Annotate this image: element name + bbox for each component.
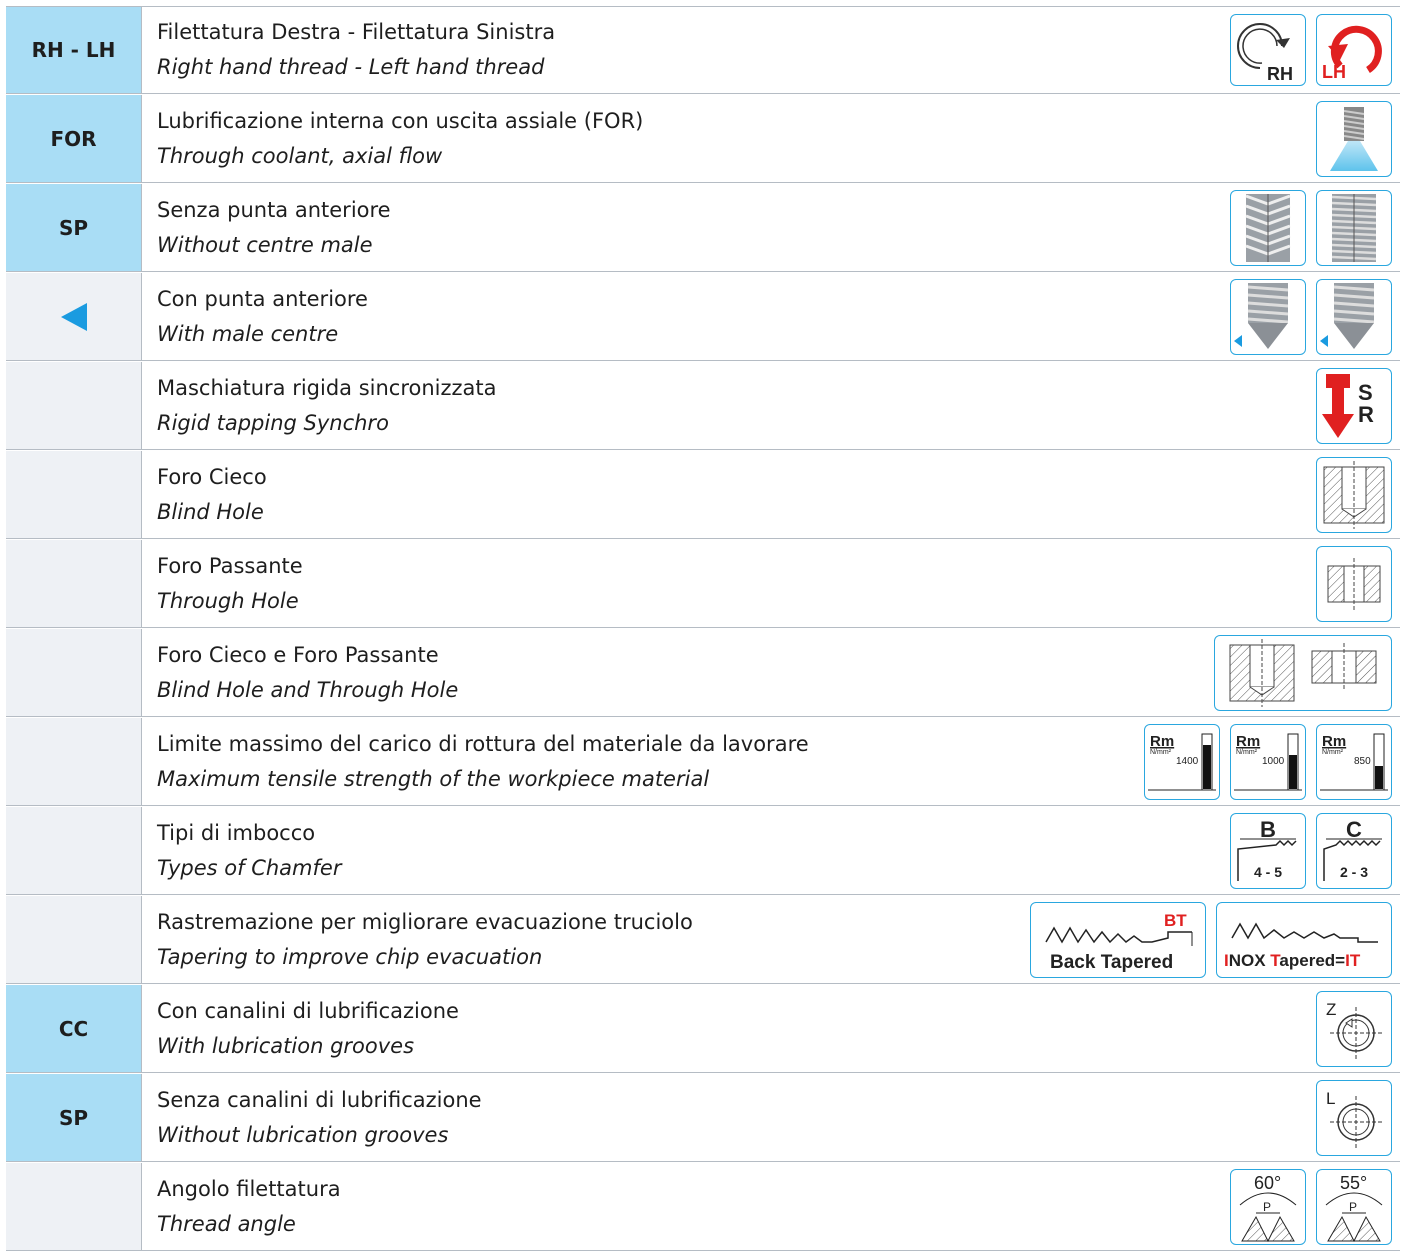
legend-row	[6, 896, 1400, 984]
rm-unit: N/mm²	[1150, 748, 1171, 756]
symbol-description	[142, 362, 1400, 449]
left-hand-thread-icon	[1316, 14, 1392, 86]
description-italian: Foro Passante	[157, 553, 303, 578]
chamfer-range: 2 - 3	[1340, 863, 1369, 880]
symbol-icons	[1316, 540, 1392, 627]
synchro-r-label: R	[1358, 401, 1374, 427]
symbol-code	[6, 362, 142, 449]
description-italian: Senza punta anteriore	[157, 197, 391, 222]
synchro-rigid-tapping-icon	[1316, 368, 1392, 444]
description-english: Through coolant, axial flow	[157, 143, 443, 168]
description-english: Types of Chamfer	[157, 855, 342, 880]
description-italian: Foro Cieco e Foro Passante	[157, 642, 439, 667]
symbol-code	[6, 807, 142, 894]
symbol-icons	[1230, 1163, 1392, 1250]
inox-tapered-caption: INOX Tapered=IT	[1224, 950, 1361, 970]
legend-row	[6, 1163, 1400, 1251]
description-english: Tapering to improve chip evacuation	[157, 944, 543, 969]
symbol-icons	[1230, 184, 1392, 271]
rm-unit: N/mm²	[1236, 748, 1257, 756]
description-italian: Tipi di imbocco	[157, 820, 316, 845]
description-english: Blind Hole and Through Hole	[157, 677, 459, 702]
blind-and-through-hole-icon	[1214, 635, 1392, 711]
description-english: Without lubrication grooves	[157, 1122, 449, 1147]
symbol-icons	[1030, 896, 1392, 983]
symbol-code: SP	[6, 184, 142, 271]
angle-label: 60°	[1254, 1172, 1282, 1193]
rm-label: Rm	[1322, 732, 1347, 750]
symbol-description	[142, 985, 1400, 1072]
angle-label: 55°	[1340, 1172, 1368, 1193]
rm-label: Rm	[1236, 732, 1261, 750]
chamfer-letter: B	[1260, 816, 1276, 842]
description-english: Through Hole	[157, 588, 299, 613]
symbol-description	[142, 1074, 1400, 1161]
symbol-icons	[1316, 95, 1392, 182]
tensile-strength-gauge-icon	[1316, 724, 1392, 800]
tap-without-centre-icon	[1316, 190, 1392, 266]
description-english: Thread angle	[157, 1211, 296, 1236]
synchro-s-label: S	[1358, 379, 1373, 405]
lh-label: LH	[1322, 62, 1346, 82]
symbol-icons	[1230, 807, 1392, 894]
inox-tapered-icon	[1216, 902, 1392, 978]
through-coolant-icon	[1316, 101, 1392, 177]
description-english: With male centre	[157, 321, 339, 346]
symbol-code: SP	[6, 1074, 142, 1161]
description-italian: Maschiatura rigida sincronizzata	[157, 375, 497, 400]
description-italian: Rastremazione per migliorare evacuazione truciolo	[157, 909, 693, 934]
back-tapered-caption: Back Tapered	[1050, 951, 1174, 973]
chamfer-range: 4 - 5	[1254, 863, 1283, 880]
symbol-icons	[1214, 629, 1392, 716]
blind-hole-icon	[1316, 457, 1392, 533]
pitch-label: P	[1349, 1199, 1358, 1214]
legend-row	[6, 1074, 1400, 1162]
description-italian: Angolo filettatura	[157, 1176, 341, 1201]
through-hole-icon	[1316, 546, 1392, 622]
description-english: Maximum tensile strength of the workpiece material	[157, 766, 710, 791]
chamfer-type-icon	[1316, 813, 1392, 889]
symbol-icons	[1316, 985, 1392, 1072]
symbol-description	[142, 95, 1400, 182]
rm-label: Rm	[1150, 732, 1175, 750]
description-english: Blind Hole	[157, 499, 264, 524]
symbol-code	[6, 629, 142, 716]
tap-without-centre-icon	[1230, 190, 1306, 266]
legend-row	[6, 540, 1400, 628]
legend-row	[6, 362, 1400, 450]
description-italian: Lubrificazione interna con uscita assiale (FOR)	[157, 108, 644, 133]
symbol-code	[6, 451, 142, 538]
tensile-strength-gauge-icon	[1230, 724, 1306, 800]
symbol-description	[142, 184, 1400, 271]
legend-row	[6, 273, 1400, 361]
legend-row	[6, 629, 1400, 717]
symbol-code	[6, 896, 142, 983]
symbol-icons	[1316, 362, 1392, 449]
symbol-icons	[1230, 273, 1392, 360]
symbol-code	[6, 718, 142, 805]
description-english: Right hand thread - Left hand thread	[157, 55, 545, 79]
symbol-code: FOR	[6, 95, 142, 182]
lubrication-grooves-icon	[1316, 991, 1392, 1067]
symbol-code	[6, 273, 142, 360]
symbol-code	[6, 1163, 142, 1250]
description-italian: Limite massimo del carico di rottura del materiale da lavorare	[157, 731, 809, 756]
description-english: With lubrication grooves	[157, 1033, 415, 1058]
thread-angle-icon	[1316, 1169, 1392, 1245]
description-italian: Senza canalini di lubrificazione	[157, 1087, 482, 1112]
symbol-icons	[1144, 718, 1392, 805]
tap-with-male-centre-icon	[1316, 279, 1392, 355]
legend-row	[6, 807, 1400, 895]
rm-unit: N/mm²	[1322, 748, 1343, 756]
description-italian: Filettatura Destra - Filettatura Sinistra	[157, 20, 556, 44]
symbol-icons	[1316, 451, 1392, 538]
symbol-code: CC	[6, 985, 142, 1072]
legend-row	[6, 718, 1400, 806]
legend-row	[6, 451, 1400, 539]
no-lubrication-grooves-icon	[1316, 1080, 1392, 1156]
symbol-icons	[1316, 1074, 1392, 1161]
groove-label: Z	[1326, 999, 1337, 1019]
right-hand-thread-icon	[1230, 14, 1306, 86]
thread-angle-icon	[1230, 1169, 1306, 1245]
symbol-description	[142, 273, 1400, 360]
male-centre-arrow-icon	[61, 303, 87, 331]
description-italian: Foro Cieco	[157, 464, 267, 489]
description-italian: Con canalini di lubrificazione	[157, 998, 459, 1023]
symbol-description	[142, 629, 1400, 716]
symbol-code	[6, 540, 142, 627]
symbol-code: RH - LH	[6, 7, 142, 93]
tensile-strength-gauge-icon	[1144, 724, 1220, 800]
legend-row	[6, 95, 1400, 183]
rm-value: 850	[1354, 755, 1371, 767]
description-english: Without centre male	[157, 232, 373, 257]
rh-label: RH	[1267, 64, 1293, 84]
description-italian: Con punta anteriore	[157, 286, 368, 311]
back-tapered-icon	[1030, 902, 1206, 978]
symbol-description	[142, 807, 1400, 894]
tap-with-male-centre-icon	[1230, 279, 1306, 355]
rm-value: 1400	[1176, 755, 1199, 767]
symbol-description	[142, 540, 1400, 627]
symbol-description	[142, 7, 1400, 93]
chamfer-letter: C	[1346, 816, 1362, 842]
rm-value: 1000	[1262, 755, 1285, 767]
symbol-description	[142, 1163, 1400, 1250]
legend-row	[6, 6, 1400, 94]
groove-label: L	[1326, 1088, 1336, 1108]
symbol-icons	[1230, 7, 1392, 93]
symbol-description	[142, 451, 1400, 538]
pitch-label: P	[1263, 1199, 1272, 1214]
description-english: Rigid tapping Synchro	[157, 410, 389, 435]
legend-row	[6, 985, 1400, 1073]
bt-tag: BT	[1164, 910, 1187, 930]
legend-row	[6, 184, 1400, 272]
chamfer-type-icon	[1230, 813, 1306, 889]
